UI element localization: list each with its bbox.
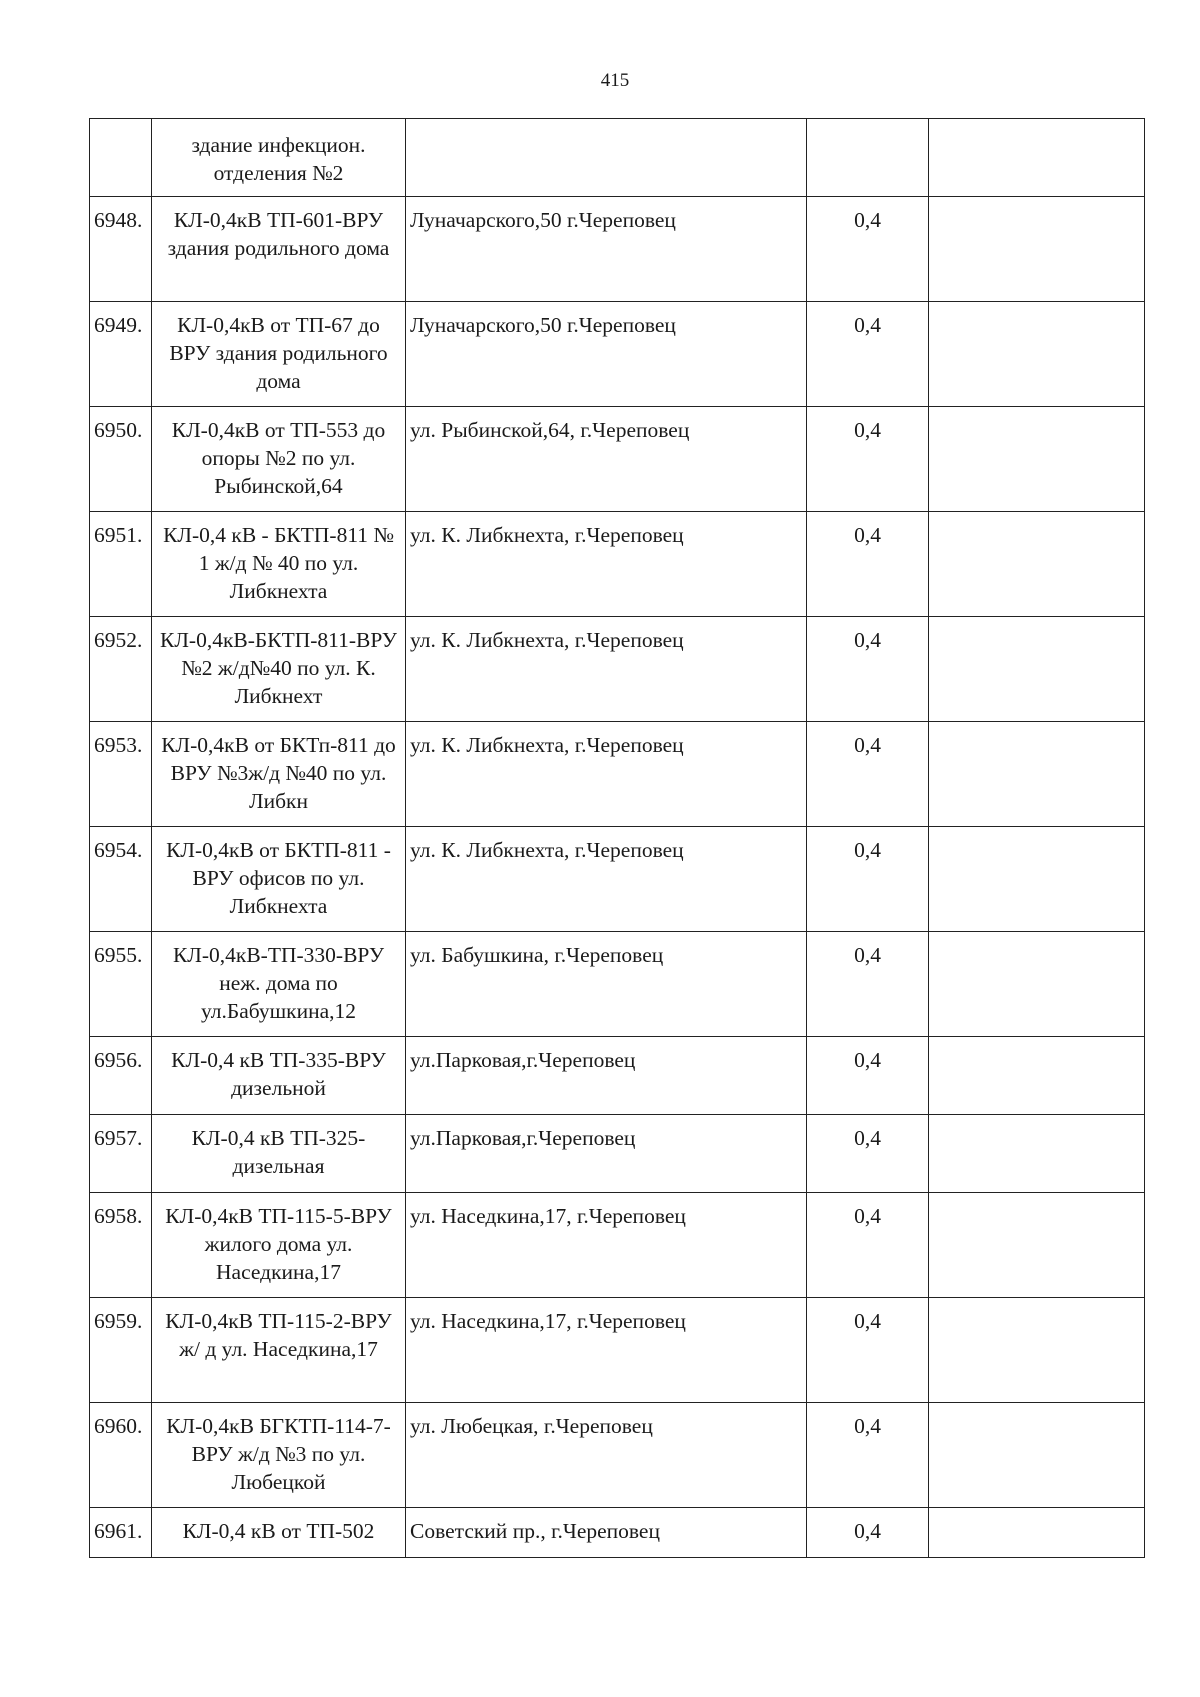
line-address: Луначарского,50 г.Череповец [406,197,807,302]
table-row [90,119,1145,197]
line-voltage: 0,4 [807,827,929,932]
table-row [90,512,1145,617]
line-name: КЛ-0,4кВ от ТП-67 до ВРУ здания родильного дома [152,302,406,407]
line-note [929,119,1145,197]
row-number: 6952. [90,617,152,722]
table-row [90,197,1145,302]
line-voltage: 0,4 [807,1115,929,1193]
line-address: ул. Любецкая, г.Череповец [406,1403,807,1508]
row-number: 6956. [90,1037,152,1115]
row-number: 6954. [90,827,152,932]
line-note [929,1037,1145,1115]
line-voltage: 0,4 [807,1298,929,1403]
line-voltage: 0,4 [807,1403,929,1508]
line-address: Советский пр., г.Череповец [406,1508,807,1558]
row-number [90,119,152,197]
table-row [90,302,1145,407]
row-number: 6949. [90,302,152,407]
line-address: ул. Бабушкина, г.Череповец [406,932,807,1037]
table-row [90,722,1145,827]
cable-lines-table [89,118,1145,1558]
line-name: КЛ-0,4 кВ - БКТП-811 № 1 ж/д № 40 по ул. Либкнехта [152,512,406,617]
line-name: КЛ-0,4кВ ТП-601-ВРУ здания родильного дома [152,197,406,302]
line-address [406,119,807,197]
line-name: здание инфекцион. отделения №2 [152,119,406,197]
line-voltage: 0,4 [807,197,929,302]
line-note [929,1115,1145,1193]
line-name: КЛ-0,4кВ ТП-115-2-ВРУ ж/ д ул. Наседкина,17 [152,1298,406,1403]
line-note [929,722,1145,827]
table-row [90,407,1145,512]
line-voltage: 0,4 [807,1037,929,1115]
line-name: КЛ-0,4кВ-ТП-330-ВРУ неж. дома по ул.Бабушкина,12 [152,932,406,1037]
row-number: 6948. [90,197,152,302]
table-row [90,1508,1145,1558]
line-note [929,827,1145,932]
line-note [929,302,1145,407]
page-number: 415 [600,70,630,91]
line-voltage: 0,4 [807,617,929,722]
line-address: ул. Рыбинской,64, г.Череповец [406,407,807,512]
line-voltage: 0,4 [807,407,929,512]
row-number: 6950. [90,407,152,512]
line-name: КЛ-0,4 кВ ТП-335-ВРУ дизельной [152,1037,406,1115]
line-address: ул. К. Либкнехта, г.Череповец [406,827,807,932]
row-number: 6953. [90,722,152,827]
line-note [929,512,1145,617]
line-note [929,407,1145,512]
row-number: 6955. [90,932,152,1037]
line-name: КЛ-0,4 кВ от ТП-502 [152,1508,406,1558]
line-address: ул. К. Либкнехта, г.Череповец [406,617,807,722]
row-number: 6957. [90,1115,152,1193]
line-note [929,617,1145,722]
row-number: 6959. [90,1298,152,1403]
table-row [90,1037,1145,1115]
line-note [929,1508,1145,1558]
line-name: КЛ-0,4кВ от БКТП-811 - ВРУ офисов по ул. Либкнехта [152,827,406,932]
line-address: ул. Наседкина,17, г.Череповец [406,1298,807,1403]
row-number: 6960. [90,1403,152,1508]
line-note [929,197,1145,302]
line-voltage: 0,4 [807,1508,929,1558]
line-name: КЛ-0,4кВ-БКТП-811-ВРУ №2 ж/д№40 по ул. К. Либкнехт [152,617,406,722]
line-voltage [807,119,929,197]
line-name: КЛ-0,4кВ от ТП-553 до опоры №2 по ул. Рыбинской,64 [152,407,406,512]
line-note [929,1403,1145,1508]
table-row [90,1193,1145,1298]
line-address: ул. Наседкина,17, г.Череповец [406,1193,807,1298]
line-voltage: 0,4 [807,1193,929,1298]
line-voltage: 0,4 [807,302,929,407]
row-number: 6961. [90,1508,152,1558]
line-note [929,932,1145,1037]
line-address: ул.Парковая,г.Череповец [406,1115,807,1193]
table-row [90,1403,1145,1508]
line-name: КЛ-0,4кВ БГКТП-114-7-ВРУ ж/д №3 по ул. Любецкой [152,1403,406,1508]
line-address: ул.Парковая,г.Череповец [406,1037,807,1115]
line-voltage: 0,4 [807,722,929,827]
table-row [90,617,1145,722]
line-voltage: 0,4 [807,932,929,1037]
table-row [90,932,1145,1037]
table-row [90,827,1145,932]
line-address: Луначарского,50 г.Череповец [406,302,807,407]
line-name: КЛ-0,4кВ ТП-115-5-ВРУ жилого дома ул. Наседкина,17 [152,1193,406,1298]
line-voltage: 0,4 [807,512,929,617]
table-row [90,1115,1145,1193]
line-address: ул. К. Либкнехта, г.Череповец [406,722,807,827]
line-note [929,1298,1145,1403]
row-number: 6958. [90,1193,152,1298]
line-name: КЛ-0,4кВ от БКТп-811 до ВРУ №3ж/д №40 по ул. Либкн [152,722,406,827]
line-note [929,1193,1145,1298]
line-address: ул. К. Либкнехта, г.Череповец [406,512,807,617]
row-number: 6951. [90,512,152,617]
table-row [90,1298,1145,1403]
line-name: КЛ-0,4 кВ ТП-325-дизельная [152,1115,406,1193]
